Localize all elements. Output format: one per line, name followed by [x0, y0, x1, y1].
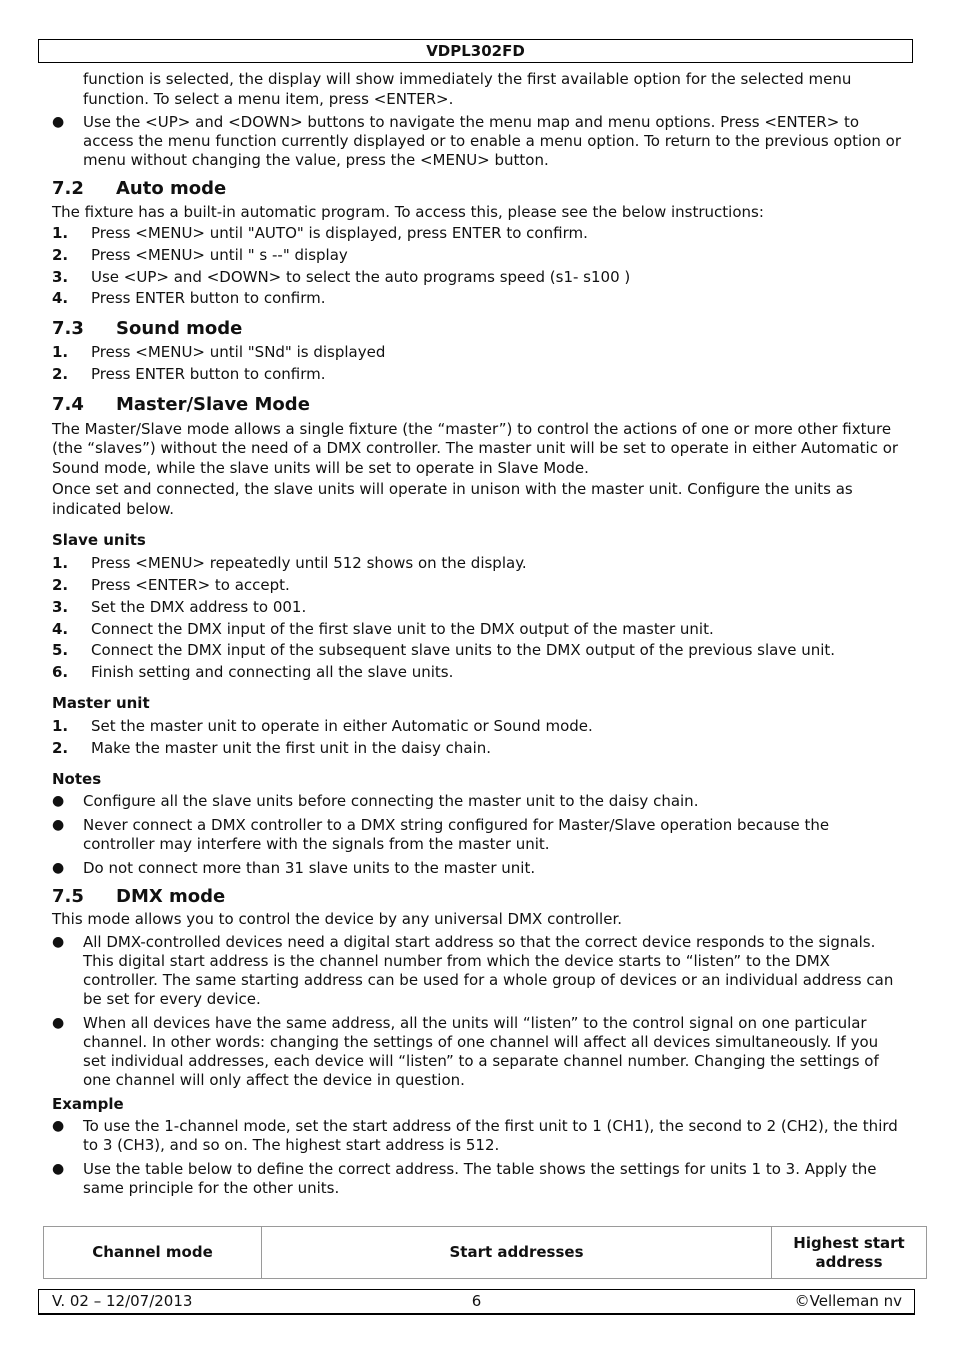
- list-item: 2. Make the master unit the first unit in the daisy chain.: [52, 738, 492, 757]
- bullet-icon: ●: [52, 859, 65, 876]
- document-title: VDPL302FD: [426, 42, 525, 60]
- list-item: ● Configure all the slave units before connecting the master unit to the daisy chain.: [52, 791, 699, 810]
- page-header: [38, 39, 913, 63]
- master-slave-paragraph-1: The Master/Slave mode allows a single fixture (the “master”) to control the actions of one or more other fixture (the “slaves”) without the need of a DMX controller. The master unit will be set to operate in either Automatic or Sound mode, while the slave units will be set to operate in Slave Mode.: [52, 419, 899, 477]
- list-item: 6. Finish setting and connecting all the slave units.: [52, 663, 454, 682]
- bullet-icon: ●: [52, 1161, 65, 1178]
- list-item: 2. Press ENTER button to confirm.: [52, 364, 326, 383]
- section-heading-dmx-mode: 7.5 DMX mode: [52, 885, 226, 907]
- master-slave-paragraph-2: Once set and connected, the slave units will operate in unison with the master unit. Configure the units as indicated below.: [52, 480, 853, 518]
- list-item: 2. Press <ENTER> to accept.: [52, 576, 290, 595]
- version-date: V. 02 – 12/07/2013: [52, 1292, 193, 1310]
- page-footer: [38, 1289, 915, 1315]
- bullet-icon: ●: [52, 792, 65, 809]
- column-header-channel-mode: Channel mode: [44, 1227, 262, 1279]
- bullet-icon: ●: [52, 934, 65, 951]
- subheading-slave-units: Slave units: [52, 531, 146, 550]
- page-number: 6: [471, 1292, 482, 1310]
- auto-mode-intro: The fixture has a built-in automatic program. To access this, please see the below instructions:: [52, 203, 764, 221]
- bullet-icon: ●: [52, 114, 65, 130]
- bullet-icon: ●: [52, 1015, 65, 1032]
- column-header-start-addresses: Start addresses: [262, 1227, 772, 1279]
- page-content: [52, 70, 904, 1203]
- section-heading-master-slave: 7.4 Master/Slave Mode: [52, 393, 310, 415]
- list-item: 1. Set the master unit to operate in either Automatic or Sound mode.: [52, 717, 593, 736]
- copyright: ©Velleman nv: [794, 1292, 902, 1310]
- list-item: 2. Press <MENU> until " s --" display: [52, 245, 348, 264]
- list-item: ● Never connect a DMX controller to a DMX string configured for Master/Slave operation because the controller may interfere with the signals from the master unit.: [52, 815, 830, 853]
- subheading-master-unit: Master unit: [52, 694, 150, 713]
- intro-bullet: ● Use the <UP> and <DOWN> buttons to navigate the menu map and menu options. Press <ENTER> to access the menu function currently displayed or to enable a menu option. To return to the previous option or menu without changing the value, press the <MENU> button.: [52, 113, 902, 169]
- subheading-example: Example: [52, 1095, 124, 1114]
- intro-continuation: function is selected, the display will show immediately the first available option for the selected menu function. To select a menu item, press <ENTER>.: [83, 70, 852, 108]
- list-item: ● All DMX-controlled devices need a digital start address so that the correct device responds to the signals. This digital start address is the channel number from which the device starts to “listen” to the DMX controller. The same starting address can be used for a whole group of devices or an individual address can be set for every device.: [52, 933, 894, 1009]
- table-header-row: [44, 1227, 927, 1279]
- list-item: 3. Use <UP> and <DOWN> to select the auto programs speed (s1- s100 ): [52, 267, 631, 286]
- list-item: 5. Connect the DMX input of the subsequent slave units to the DMX output of the previous slave unit.: [52, 641, 836, 660]
- dmx-mode-intro: This mode allows you to control the device by any universal DMX controller.: [52, 909, 623, 928]
- list-item: 3. Set the DMX address to 001.: [52, 597, 307, 616]
- list-item: 1. Press <MENU> repeatedly until 512 shows on the display.: [52, 554, 527, 573]
- list-item: ● Do not connect more than 31 slave units to the master unit.: [52, 858, 536, 877]
- list-item: ● Use the table below to define the correct address. The table shows the settings for units 1 to 3. Apply the same principle for the other units.: [52, 1160, 877, 1198]
- list-item: 4. Connect the DMX input of the first slave unit to the DMX output of the master unit.: [52, 619, 714, 638]
- subheading-notes: Notes: [52, 769, 102, 788]
- list-item: ● To use the 1-channel mode, set the start address of the first unit to 1 (CH1), the second to 2 (CH2), the third to 3 (CH3), and so on. The highest start address is 512.: [52, 1117, 898, 1155]
- list-item: ● When all devices have the same address, all the units will “listen” to the control signal on one particular channel. In other words: changing the settings of one channel will affect all devices simultaneously. If you set individual addresses, each device will “listen” to a separate channel number. Changing the settings of one channel will only affect the device in question.: [52, 1014, 879, 1090]
- bullet-icon: ●: [52, 1118, 65, 1135]
- section-heading-auto-mode: 7.2 Auto mode: [52, 178, 227, 199]
- list-item: 1. Press <MENU> until "SNd" is displayed: [52, 343, 386, 362]
- section-heading-sound-mode: 7.3 Sound mode: [52, 318, 243, 340]
- bullet-icon: ●: [52, 816, 65, 833]
- list-item: 4. Press ENTER button to confirm.: [52, 289, 326, 308]
- list-item: 1. Press <MENU> until "AUTO" is displayed, press ENTER to confirm.: [52, 224, 588, 242]
- column-header-highest-start-address: Highest start address: [772, 1227, 927, 1279]
- address-table: [43, 1226, 927, 1279]
